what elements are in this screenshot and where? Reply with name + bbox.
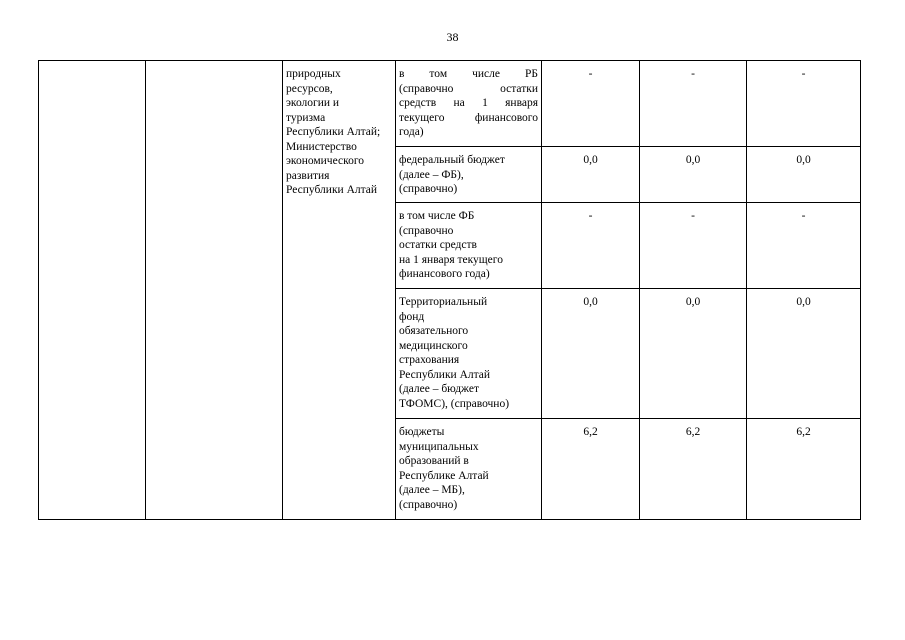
responsible-line: ресурсов, xyxy=(286,82,333,95)
responsible-line: Республики Алтай xyxy=(286,184,378,196)
source-line: обязательного xyxy=(399,325,469,337)
source-line: (справочно остатки xyxy=(399,82,538,95)
source-line: федеральный бюджет xyxy=(399,154,505,166)
responsible-line: экономического xyxy=(286,155,365,167)
source-line: (далее – бюджет xyxy=(399,383,479,395)
source-line: (справочно) xyxy=(399,183,458,195)
budget-table xyxy=(38,60,861,520)
source-line: (справочно) xyxy=(399,498,458,511)
source-line: муниципальных xyxy=(399,440,479,453)
source-line: года) xyxy=(399,126,424,138)
source-line: текущего финансового xyxy=(399,111,538,124)
value-cell: 6,2 xyxy=(640,419,747,520)
responsible-line: туризма xyxy=(286,111,326,124)
source-cell xyxy=(396,419,542,520)
source-line: ТФОМС), (справочно) xyxy=(399,397,510,410)
value-cell: 0,0 xyxy=(747,147,861,203)
value-cell: 0,0 xyxy=(640,147,747,203)
source-line: фонд xyxy=(399,310,425,323)
source-line: на 1 января текущего xyxy=(399,253,503,266)
responsible-cell xyxy=(283,61,396,520)
source-line: средств на 1 января xyxy=(399,97,538,109)
source-line: Республики Алтай xyxy=(399,368,491,381)
source-cell xyxy=(396,61,542,147)
responsible-line: Республики Алтай; xyxy=(286,126,381,138)
source-line: в том числе РБ xyxy=(399,68,538,80)
source-line: бюджеты xyxy=(399,426,445,438)
source-cell xyxy=(396,203,542,289)
responsible-line: Министерство xyxy=(286,140,357,153)
value-cell: - xyxy=(747,203,861,289)
responsible-line: развития xyxy=(286,169,330,182)
value-cell: 6,2 xyxy=(747,419,861,520)
source-line: (далее – МБ), xyxy=(399,484,465,496)
source-line: Территориальный xyxy=(399,296,488,308)
page-number: 38 xyxy=(446,30,459,44)
source-line: (справочно xyxy=(399,224,454,237)
source-line: остатки средств xyxy=(399,239,477,251)
responsible-line: экологии и xyxy=(286,97,340,109)
source-line: образований в xyxy=(399,455,469,467)
source-line: Республике Алтай xyxy=(399,469,489,482)
source-cell xyxy=(396,147,542,203)
source-line: (далее – ФБ), xyxy=(399,168,464,181)
source-line: медицинского xyxy=(399,339,468,352)
value-cell: - xyxy=(640,203,747,289)
table-row xyxy=(39,61,861,147)
value-cell: 0,0 xyxy=(640,289,747,419)
name-cell xyxy=(146,61,283,520)
value-cell: 6,2 xyxy=(542,419,640,520)
source-line: в том числе ФБ xyxy=(399,210,475,222)
value-cell: - xyxy=(542,203,640,289)
source-cell xyxy=(396,289,542,419)
value-cell: - xyxy=(542,61,640,147)
value-cell: 0,0 xyxy=(542,147,640,203)
responsible-line: природных xyxy=(286,68,341,80)
value-cell: - xyxy=(747,61,861,147)
value-cell: 0,0 xyxy=(542,289,640,419)
source-line: финансового года) xyxy=(399,268,490,280)
value-cell: 0,0 xyxy=(747,289,861,419)
value-cell: - xyxy=(640,61,747,147)
source-line: страхования xyxy=(399,354,460,366)
number-cell xyxy=(39,61,146,520)
